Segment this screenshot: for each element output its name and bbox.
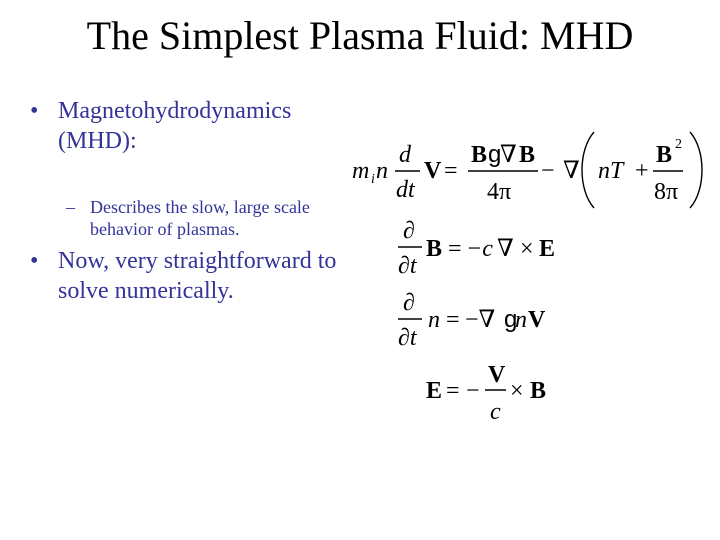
- svg-text:+: +: [635, 158, 649, 184]
- svg-text:∂: ∂: [403, 290, 415, 316]
- svg-text:=: =: [446, 378, 460, 404]
- svg-text:−: −: [466, 378, 480, 404]
- svg-text:∂t: ∂t: [398, 253, 417, 279]
- bullet-marker: •: [30, 98, 39, 124]
- svg-text:n: n: [515, 307, 527, 333]
- svg-text:B: B: [519, 142, 536, 168]
- svg-text:∇: ∇: [500, 142, 517, 168]
- svg-text:V: V: [528, 307, 546, 333]
- svg-text:g: g: [488, 141, 502, 168]
- svg-text:B: B: [471, 142, 488, 168]
- svg-text:i: i: [371, 172, 375, 187]
- bullet-marker: •: [30, 248, 39, 274]
- svg-text:∇: ∇: [497, 236, 514, 262]
- open-paren: [582, 132, 594, 208]
- svg-text:−: −: [541, 158, 555, 184]
- svg-text:B: B: [656, 142, 673, 168]
- svg-text:∂: ∂: [403, 218, 415, 244]
- svg-text:×: ×: [510, 378, 524, 404]
- svg-text:n: n: [428, 307, 440, 333]
- svg-text:B: B: [530, 378, 547, 404]
- bullet-text: Now, very straightforward to solve numerically.: [58, 248, 337, 304]
- svg-text:V: V: [488, 362, 506, 388]
- continuity-equation: [398, 290, 546, 351]
- bullet-numerics: [30, 246, 350, 306]
- svg-text:n: n: [376, 158, 388, 184]
- svg-text:d: d: [399, 142, 411, 168]
- svg-text:×: ×: [520, 236, 534, 262]
- svg-text:g: g: [504, 306, 518, 333]
- svg-text:nT: nT: [598, 158, 624, 184]
- svg-text:B: B: [426, 236, 443, 262]
- sub-bullet-describes: [66, 196, 356, 240]
- bullet-mhd: [30, 96, 350, 156]
- svg-text:=: =: [448, 236, 462, 262]
- slide-title: The Simplest Plasma Fluid: MHD: [86, 13, 634, 58]
- induction-equation: [398, 218, 555, 279]
- close-paren: [690, 132, 702, 208]
- mhd-equations: [340, 120, 710, 430]
- svg-text:E: E: [539, 236, 556, 262]
- svg-text:2: 2: [675, 137, 682, 152]
- svg-text:m: m: [352, 158, 370, 184]
- sub-bullet-marker: –: [66, 197, 75, 217]
- svg-text:dt: dt: [396, 177, 415, 203]
- bullet-text: Magnetohydrodynamics (MHD):: [58, 98, 292, 154]
- svg-text:−c: −c: [466, 236, 493, 262]
- ohm-law-equation: [426, 362, 546, 425]
- svg-text:c: c: [490, 399, 501, 425]
- svg-text:=: =: [446, 307, 460, 333]
- svg-text:∂t: ∂t: [398, 325, 417, 351]
- svg-text:8π: 8π: [654, 179, 679, 205]
- svg-text:4π: 4π: [487, 179, 512, 205]
- sub-bullet-text: Describes the slow, large scale behavior of plasmas.: [90, 197, 310, 239]
- svg-text:V: V: [424, 158, 442, 184]
- momentum-equation: [352, 132, 702, 208]
- svg-text:∇: ∇: [563, 158, 580, 184]
- svg-text:E: E: [426, 378, 443, 404]
- svg-text:−∇: −∇: [465, 307, 496, 333]
- svg-text:=: =: [444, 158, 458, 184]
